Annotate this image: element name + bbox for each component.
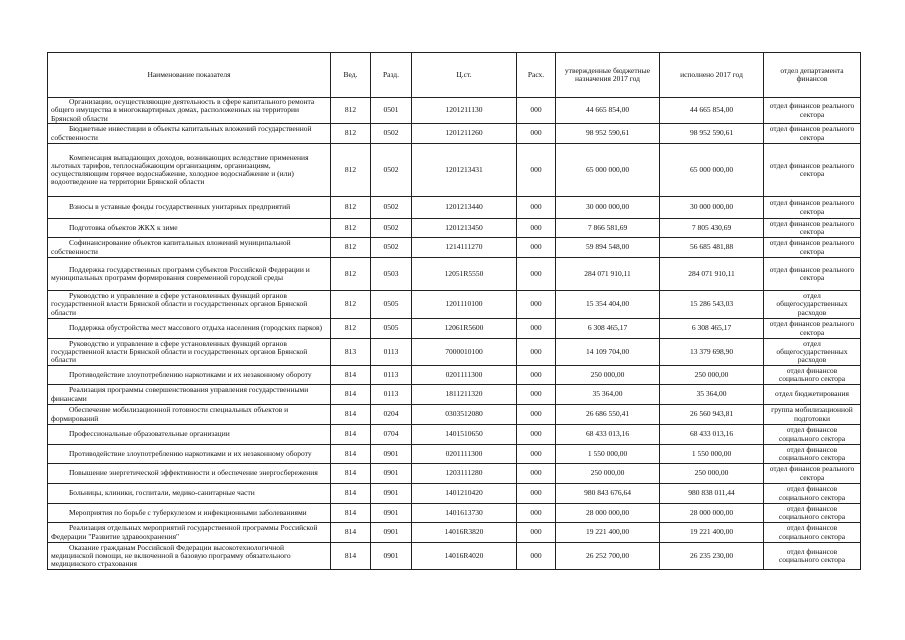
budget-execution-table — [47, 52, 861, 570]
razd-cell: 0502 — [371, 144, 412, 197]
approved-amount-cell: 28 000 000,00 — [556, 504, 660, 523]
ved-cell: 812 — [331, 319, 371, 339]
razd-cell: 0502 — [371, 197, 412, 219]
indicator-name-cell: Реализация отдельных мероприятий государственной программы Российской Федерации "Развитие здравоохранения" — [48, 523, 331, 543]
ved-cell: 812 — [331, 219, 371, 238]
indicator-name-cell: Повышение энергетической эффективности и обеспечение энергосбережения — [48, 464, 331, 484]
table-row — [48, 445, 861, 464]
table-row — [48, 197, 861, 219]
department-cell: отдел финансов реального сектора — [764, 464, 861, 484]
approved-amount-cell: 19 221 400,00 — [556, 523, 660, 543]
department-cell: отдел бюджетирования — [764, 385, 861, 405]
rash-cell: 000 — [517, 523, 556, 543]
razd-cell: 0901 — [371, 504, 412, 523]
cst-cell: 14016R4020 — [412, 543, 517, 570]
cst-cell: 1201213440 — [412, 197, 517, 219]
department-cell: отдел финансов социального сектора — [764, 543, 861, 570]
ved-cell: 813 — [331, 339, 371, 366]
table-body — [48, 98, 861, 570]
approved-amount-cell: 98 952 590,61 — [556, 124, 660, 144]
table-row — [48, 124, 861, 144]
cst-cell: 1401210420 — [412, 484, 517, 504]
header-department: отдел департамента финансов — [764, 53, 861, 98]
table-row — [48, 425, 861, 445]
table-row — [48, 543, 861, 570]
executed-amount-cell: 26 560 943,81 — [660, 405, 764, 425]
approved-amount-cell: 26 686 550,41 — [556, 405, 660, 425]
razd-cell: 0501 — [371, 98, 412, 124]
razd-cell: 0502 — [371, 238, 412, 258]
indicator-name-cell: Бюджетные инвестиции в объекты капитальных вложений государственной собственности — [48, 124, 331, 144]
indicator-name-cell: Профессиональные образовательные организации — [48, 425, 331, 445]
razd-cell: 0503 — [371, 258, 412, 291]
table-row — [48, 339, 861, 366]
approved-amount-cell: 15 354 404,00 — [556, 291, 660, 319]
rash-cell: 000 — [517, 219, 556, 238]
table-row — [48, 484, 861, 504]
approved-amount-cell: 980 843 676,64 — [556, 484, 660, 504]
indicator-name-cell: Обеспечение мобилизационной готовности специальных объектов и формирований — [48, 405, 331, 425]
executed-amount-cell: 15 286 543,03 — [660, 291, 764, 319]
ved-cell: 814 — [331, 405, 371, 425]
header-indicator-name: Наименование показателя — [48, 53, 331, 98]
rash-cell: 000 — [517, 144, 556, 197]
approved-amount-cell: 250 000,00 — [556, 366, 660, 385]
department-cell: отдел общегосударственных расходов — [764, 339, 861, 366]
approved-amount-cell: 250 000,00 — [556, 464, 660, 484]
razd-cell: 0502 — [371, 124, 412, 144]
table-row — [48, 405, 861, 425]
ved-cell: 814 — [331, 523, 371, 543]
table-row — [48, 366, 861, 385]
ved-cell: 812 — [331, 197, 371, 219]
rash-cell: 000 — [517, 238, 556, 258]
executed-amount-cell: 6 308 465,17 — [660, 319, 764, 339]
cst-cell: 1811211320 — [412, 385, 517, 405]
executed-amount-cell: 56 685 481,88 — [660, 238, 764, 258]
cst-cell: 1201211260 — [412, 124, 517, 144]
executed-amount-cell: 26 235 230,00 — [660, 543, 764, 570]
razd-cell: 0901 — [371, 445, 412, 464]
indicator-name-cell: Взносы в уставные фонды государственных унитарных предприятий — [48, 197, 331, 219]
cst-cell: 1201211130 — [412, 98, 517, 124]
indicator-name-cell: Больницы, клиники, госпитали, медико-санитарные части — [48, 484, 331, 504]
executed-amount-cell: 250 000,00 — [660, 366, 764, 385]
approved-amount-cell: 35 364,00 — [556, 385, 660, 405]
table-row — [48, 291, 861, 319]
cst-cell: 0201111300 — [412, 445, 517, 464]
approved-amount-cell: 6 308 465,17 — [556, 319, 660, 339]
indicator-name-cell: Компенсация выпадающих доходов, возникающих вследствие применения льготных тарифов, теплоснабжающим организациям, организациям, осуществляющим горячее водоснабжение, холодное водоснабжение и (или) водоотведение на территории Брянской области — [48, 144, 331, 197]
table-header-row — [48, 53, 861, 98]
department-cell: отдел финансов реального сектора — [764, 144, 861, 197]
approved-amount-cell: 1 550 000,00 — [556, 445, 660, 464]
indicator-name-cell: Поддержка обустройства мест массового отдыха населения (городских парков) — [48, 319, 331, 339]
executed-amount-cell: 68 433 013,16 — [660, 425, 764, 445]
executed-amount-cell: 65 000 000,00 — [660, 144, 764, 197]
cst-cell: 14016R3820 — [412, 523, 517, 543]
razd-cell: 0901 — [371, 523, 412, 543]
ved-cell: 814 — [331, 543, 371, 570]
header-ved: Вед. — [331, 53, 371, 98]
approved-amount-cell: 14 109 704,00 — [556, 339, 660, 366]
rash-cell: 000 — [517, 339, 556, 366]
ved-cell: 812 — [331, 238, 371, 258]
table-row — [48, 385, 861, 405]
rash-cell: 000 — [517, 464, 556, 484]
department-cell: группа мобилизационной подготовки — [764, 405, 861, 425]
header-cst: Ц.ст. — [412, 53, 517, 98]
approved-amount-cell: 7 866 581,69 — [556, 219, 660, 238]
rash-cell: 000 — [517, 291, 556, 319]
department-cell: отдел финансов реального сектора — [764, 258, 861, 291]
table-row — [48, 464, 861, 484]
executed-amount-cell: 1 550 000,00 — [660, 445, 764, 464]
table-row — [48, 523, 861, 543]
razd-cell: 0901 — [371, 543, 412, 570]
cst-cell: 1201213450 — [412, 219, 517, 238]
executed-amount-cell: 19 221 400,00 — [660, 523, 764, 543]
indicator-name-cell: Противодействие злоупотреблению наркотиками и их незаконному обороту — [48, 366, 331, 385]
ved-cell: 812 — [331, 258, 371, 291]
cst-cell: 0303512080 — [412, 405, 517, 425]
cst-cell: 1201110100 — [412, 291, 517, 319]
indicator-name-cell: Руководство и управление в сфере установленных функций органов государственной власти Брянской области и государственных органов Брянской области — [48, 339, 331, 366]
approved-amount-cell: 44 665 854,00 — [556, 98, 660, 124]
razd-cell: 0901 — [371, 484, 412, 504]
indicator-name-cell: Подготовка объектов ЖКХ к зиме — [48, 219, 331, 238]
indicator-name-cell: Оказание гражданам Российской Федерации высокотехнологичной медицинской помощи, не включенной в базовую программу обязательного медицинского страхования — [48, 543, 331, 570]
razd-cell: 0505 — [371, 291, 412, 319]
header-approved: утвержденные бюджетные назначения 2017 год — [556, 53, 660, 98]
ved-cell: 814 — [331, 425, 371, 445]
executed-amount-cell: 98 952 590,61 — [660, 124, 764, 144]
executed-amount-cell: 35 364,00 — [660, 385, 764, 405]
executed-amount-cell: 44 665 854,00 — [660, 98, 764, 124]
table-row — [48, 98, 861, 124]
rash-cell: 000 — [517, 319, 556, 339]
rash-cell: 000 — [517, 197, 556, 219]
approved-amount-cell: 59 894 548,00 — [556, 238, 660, 258]
approved-amount-cell: 30 000 000,00 — [556, 197, 660, 219]
approved-amount-cell: 68 433 013,16 — [556, 425, 660, 445]
ved-cell: 814 — [331, 366, 371, 385]
razd-cell: 0204 — [371, 405, 412, 425]
ved-cell: 814 — [331, 464, 371, 484]
table-row — [48, 219, 861, 238]
table-row — [48, 258, 861, 291]
executed-amount-cell: 30 000 000,00 — [660, 197, 764, 219]
ved-cell: 814 — [331, 445, 371, 464]
rash-cell: 000 — [517, 366, 556, 385]
cst-cell: 7000010100 — [412, 339, 517, 366]
cst-cell: 1401613730 — [412, 504, 517, 523]
department-cell: отдел финансов социального сектора — [764, 366, 861, 385]
department-cell: отдел финансов социального сектора — [764, 425, 861, 445]
department-cell: отдел финансов социального сектора — [764, 523, 861, 543]
table-row — [48, 504, 861, 523]
rash-cell: 000 — [517, 484, 556, 504]
ved-cell: 814 — [331, 484, 371, 504]
ved-cell: 812 — [331, 98, 371, 124]
department-cell: отдел финансов реального сектора — [764, 98, 861, 124]
rash-cell: 000 — [517, 543, 556, 570]
razd-cell: 0113 — [371, 385, 412, 405]
department-cell: отдел финансов реального сектора — [764, 319, 861, 339]
razd-cell: 0901 — [371, 464, 412, 484]
table-row — [48, 144, 861, 197]
executed-amount-cell: 28 000 000,00 — [660, 504, 764, 523]
executed-amount-cell: 284 071 910,11 — [660, 258, 764, 291]
indicator-name-cell: Организации, осуществляющие деятельность в сфере капитального ремонта общего имущества в многоквартирных домах, расположенных на территории Брянской области — [48, 98, 331, 124]
razd-cell: 0505 — [371, 319, 412, 339]
ved-cell: 814 — [331, 504, 371, 523]
header-rash: Расх. — [517, 53, 556, 98]
rash-cell: 000 — [517, 425, 556, 445]
indicator-name-cell: Противодействие злоупотреблению наркотиками и их незаконному обороту — [48, 445, 331, 464]
indicator-name-cell: Мероприятия по борьбе с туберкулезом и инфекционными заболеваниями — [48, 504, 331, 523]
rash-cell: 000 — [517, 385, 556, 405]
cst-cell: 1201213431 — [412, 144, 517, 197]
executed-amount-cell: 13 379 698,90 — [660, 339, 764, 366]
executed-amount-cell: 980 838 011,44 — [660, 484, 764, 504]
department-cell: отдел финансов реального сектора — [764, 197, 861, 219]
razd-cell: 0113 — [371, 366, 412, 385]
approved-amount-cell: 284 071 910,11 — [556, 258, 660, 291]
department-cell: отдел общегосударственных расходов — [764, 291, 861, 319]
approved-amount-cell: 65 000 000,00 — [556, 144, 660, 197]
department-cell: отдел финансов социального сектора — [764, 504, 861, 523]
indicator-name-cell: Руководство и управление в сфере установленных функций органов государственной власти Брянской области и государственных органов Брянской области — [48, 291, 331, 319]
executed-amount-cell: 250 000,00 — [660, 464, 764, 484]
cst-cell: 1214111270 — [412, 238, 517, 258]
indicator-name-cell: Реализация программы совершенствования управления государственными финансами — [48, 385, 331, 405]
razd-cell: 0113 — [371, 339, 412, 366]
department-cell: отдел финансов социального сектора — [764, 484, 861, 504]
ved-cell: 812 — [331, 291, 371, 319]
cst-cell: 1203111280 — [412, 464, 517, 484]
ved-cell: 814 — [331, 385, 371, 405]
indicator-name-cell: Поддержка государственных программ субъектов Российской Федерации и муниципальных программ формирования современной городской среды — [48, 258, 331, 291]
cst-cell: 0201111300 — [412, 366, 517, 385]
razd-cell: 0704 — [371, 425, 412, 445]
table-row — [48, 319, 861, 339]
rash-cell: 000 — [517, 98, 556, 124]
department-cell: отдел финансов реального сектора — [764, 238, 861, 258]
rash-cell: 000 — [517, 504, 556, 523]
header-razd: Разд. — [371, 53, 412, 98]
department-cell: отдел финансов социального сектора — [764, 445, 861, 464]
cst-cell: 12051R5550 — [412, 258, 517, 291]
rash-cell: 000 — [517, 124, 556, 144]
cst-cell: 1401510650 — [412, 425, 517, 445]
ved-cell: 812 — [331, 144, 371, 197]
approved-amount-cell: 26 252 700,00 — [556, 543, 660, 570]
executed-amount-cell: 7 805 430,69 — [660, 219, 764, 238]
department-cell: отдел финансов реального сектора — [764, 124, 861, 144]
indicator-name-cell: Софинансирование объектов капитальных вложений муниципальной собственности — [48, 238, 331, 258]
ved-cell: 812 — [331, 124, 371, 144]
cst-cell: 12061R5600 — [412, 319, 517, 339]
header-executed: исполнено 2017 год — [660, 53, 764, 98]
rash-cell: 000 — [517, 405, 556, 425]
razd-cell: 0502 — [371, 219, 412, 238]
table-row — [48, 238, 861, 258]
rash-cell: 000 — [517, 258, 556, 291]
department-cell: отдел финансов реального сектора — [764, 219, 861, 238]
rash-cell: 000 — [517, 445, 556, 464]
